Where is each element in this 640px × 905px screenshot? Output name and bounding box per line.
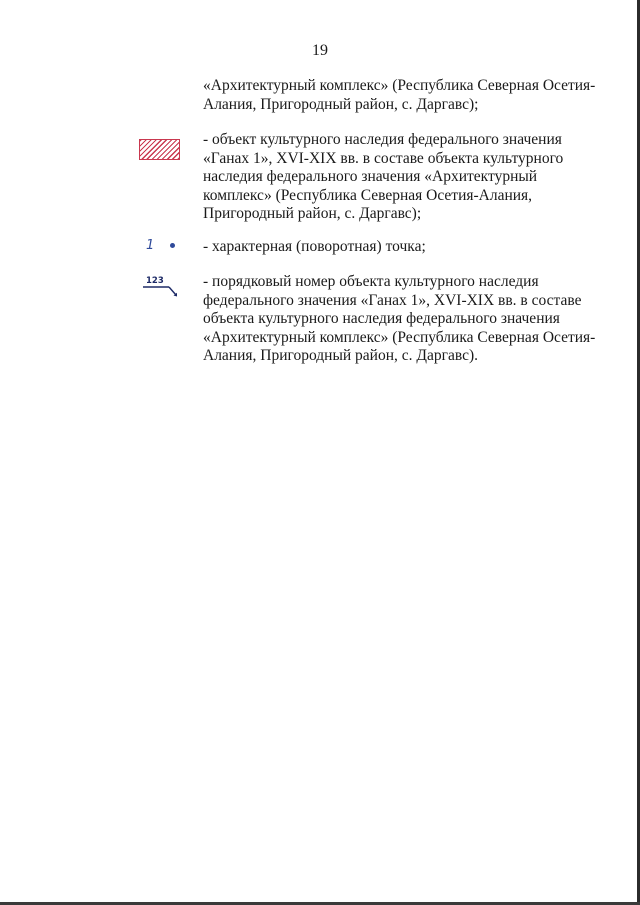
page-number: 19 xyxy=(312,42,328,59)
point-dot-icon xyxy=(170,243,175,248)
number-callout-legend-symbol xyxy=(140,276,184,300)
callout-number-label: 123 xyxy=(146,276,164,286)
legend-intro-text: «Архитектурный комплекс» (Республика Северная Осетия- Алания, Пригородный район, с. Даргавс); xyxy=(203,77,596,113)
characteristic-point-legend-symbol xyxy=(146,236,175,254)
point-number-label: 1 xyxy=(146,237,155,253)
legend-item-number-text: - порядковый номер объекта культурного наследия федерального значения «Ганах 1», XVI-XIX вв. в составе объекта культурного наследия федерального значения «Архитектурный комплекс» (Республика Северная Осетия- Алания, Пригородный район, с. Даргавс). xyxy=(203,273,596,364)
callout-arrow-icon xyxy=(140,276,184,300)
legend-item-heritage-object-text: - объект культурного наследия федерального значения «Ганах 1», XVI-XIX вв. в составе объекта культурного наследия федерального значения «Архитектурный комплекс» (Республика Северная Осетия-Алания, Пригородный район, с. Даргавс); xyxy=(203,131,564,222)
legend-item-point-text: - характерная (поворотная) точка; xyxy=(203,238,426,255)
hatched-area-legend-icon xyxy=(139,139,180,160)
